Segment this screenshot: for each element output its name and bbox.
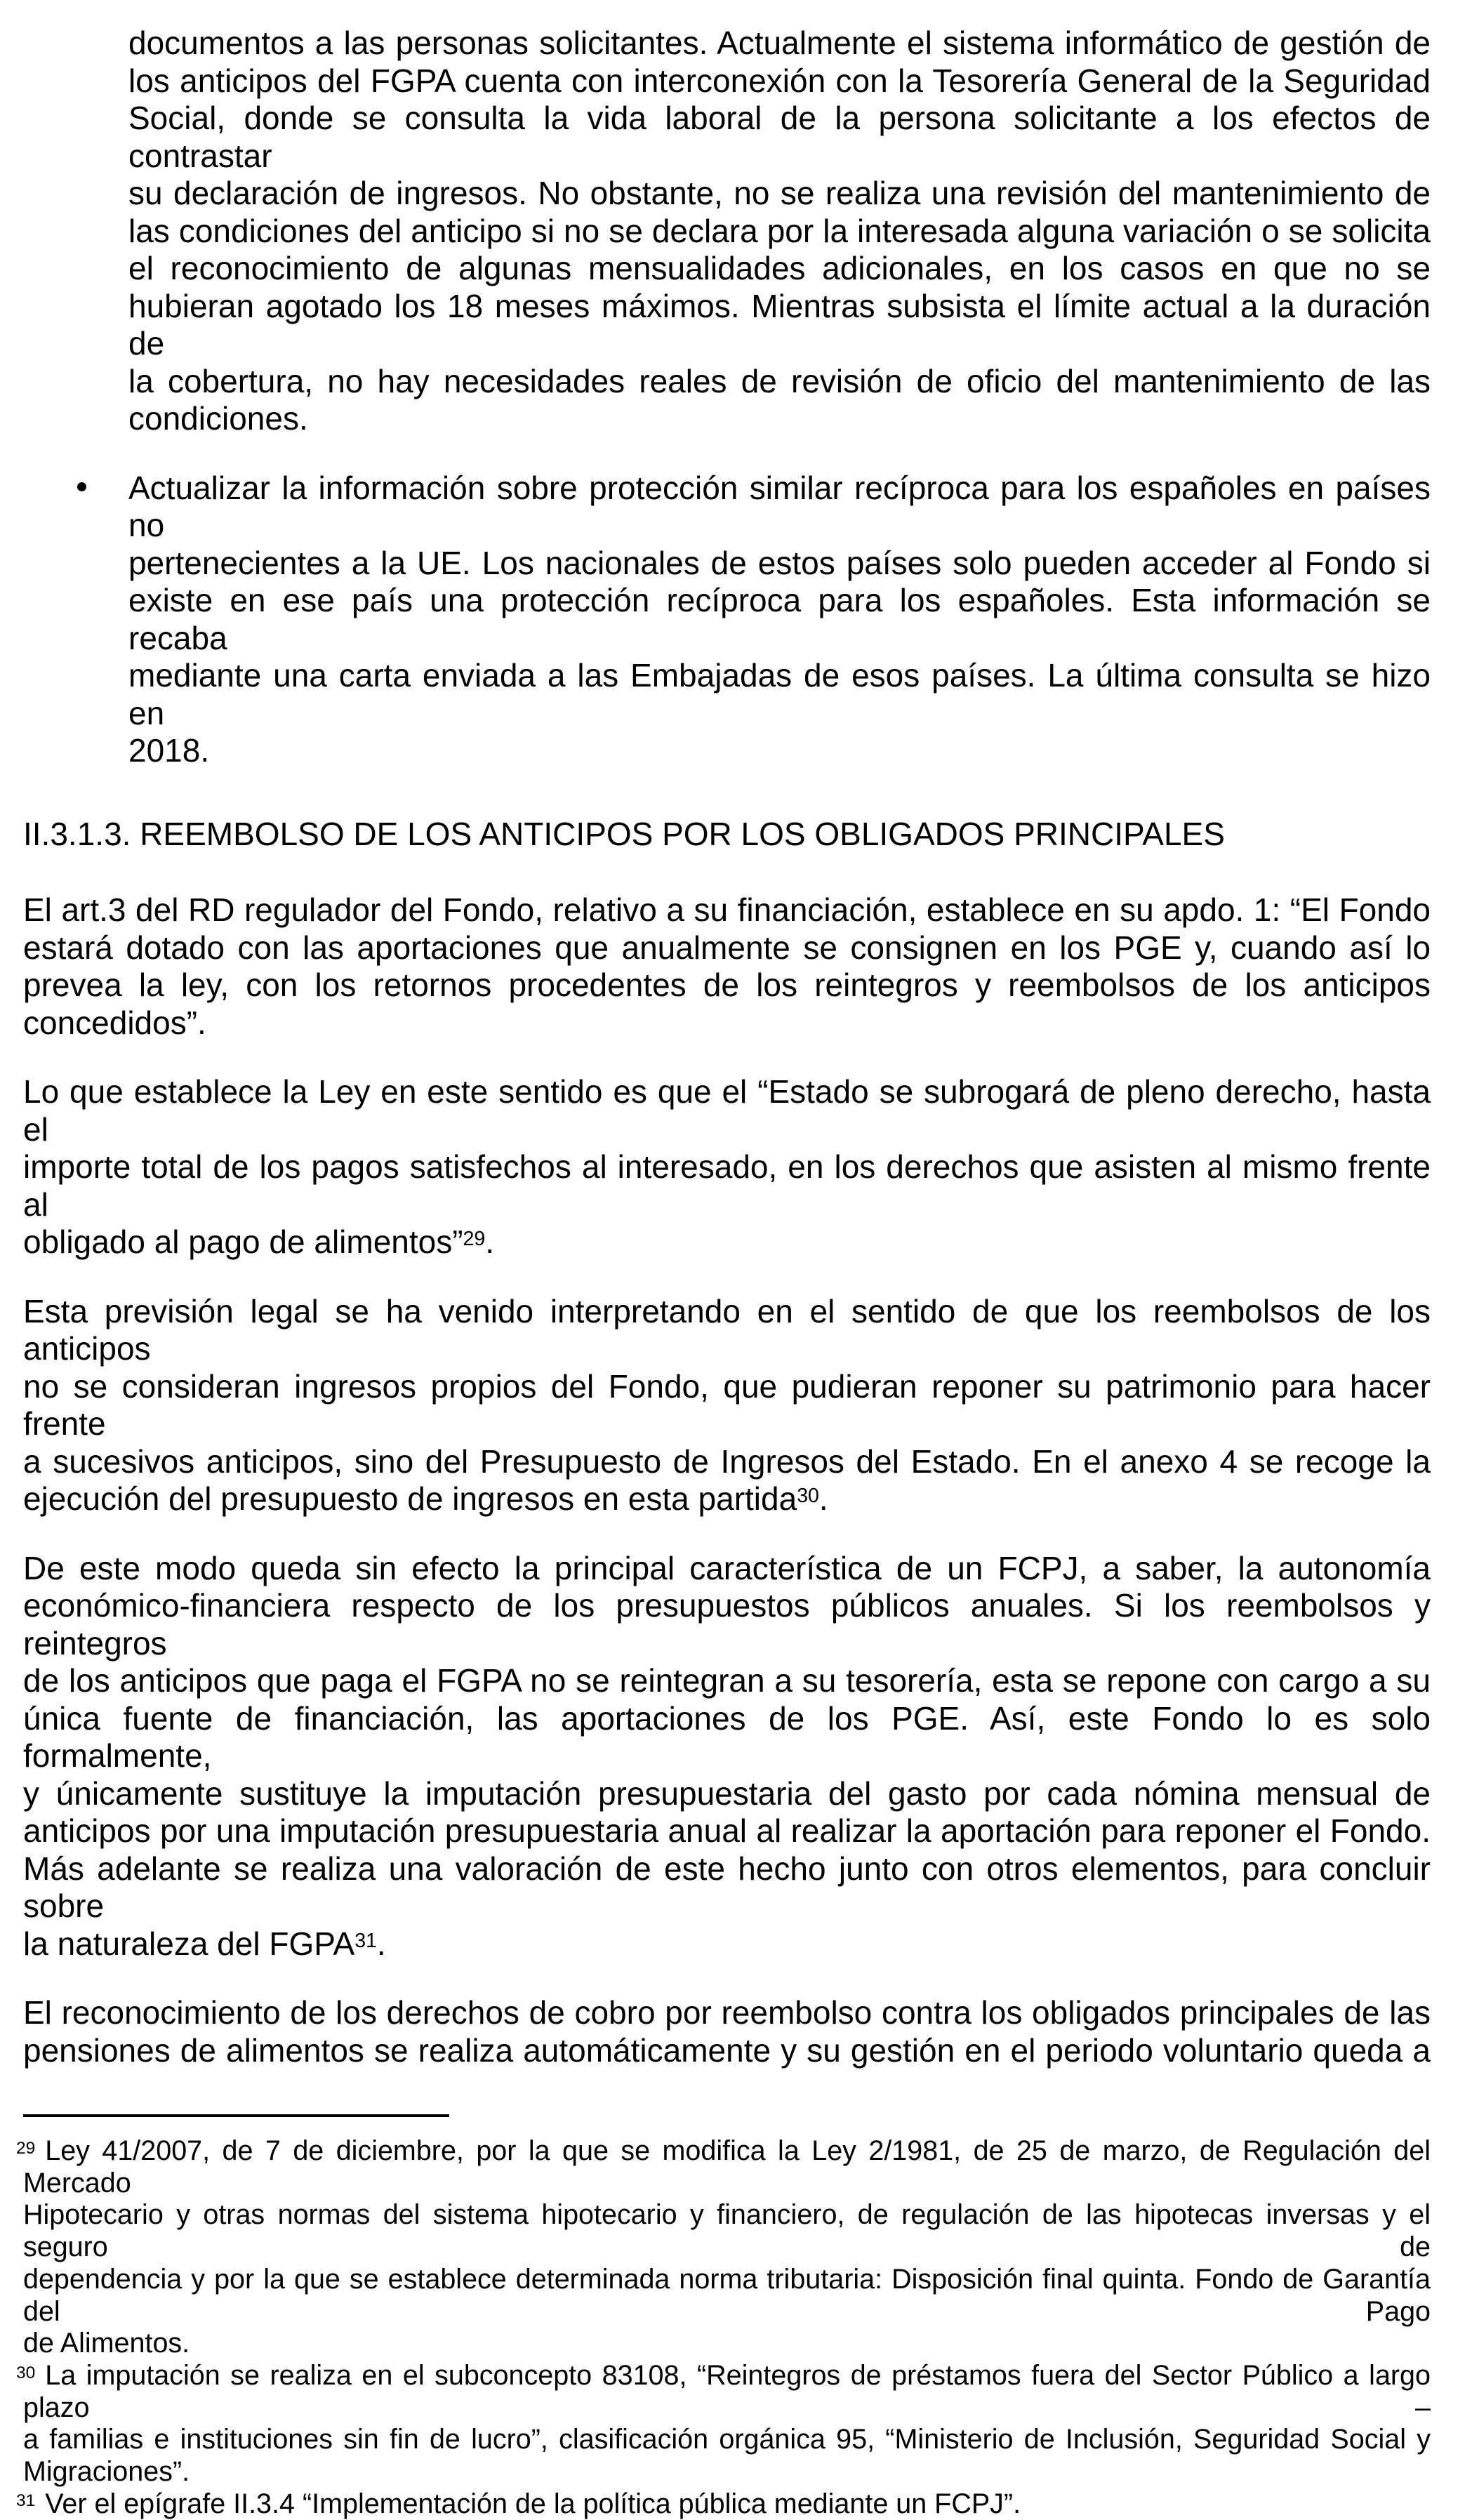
text-line: las condiciones del anticipo si no se declara por la interesada alguna variación o se solicita [128,212,1431,249]
bullet-item [23,470,1431,770]
text-line: documentos a las personas solicitantes. Actualmente el sistema informático de gestión de [128,25,1431,61]
text-line: 2018. [128,732,210,769]
footnote-line: $^{29}$ Ley 41/2007, de 7 de diciembre, por la que se modifica la Ley 2/1981, de 25 de marzo, de Regulación del Mercado [16,2135,1431,2199]
paragraph [23,1994,1431,2069]
footnote-line: dependencia y por la que se establece determinada norma tributaria: Disposición final quinta. Fondo de Garantía del Pago [23,2263,1431,2327]
text-line: existe en ese país una protección recíproca para los españoles. Esta información se recaba [128,582,1431,656]
page-content [16,0,1431,2520]
footnote-line: Hipotecario y otras normas del sistema hipotecario y financiero, de regulación de las hipotecas inversas y el seguro de [23,2199,1431,2263]
text-line: El reconocimiento de los derechos de cobro por reembolso contra los obligados principales de las [23,1994,1431,2031]
text-line: hubieran agotado los 18 meses máximos. Mientras subsista el límite actual a la duración de [128,287,1431,362]
body-paragraphs [23,891,1431,2069]
text-line: la cobertura, no hay necesidades reales de revisión de oficio del mantenimiento de las [128,362,1431,399]
text-line: de los anticipos que paga el FGPA no se reintegran a su tesorería, esta se repone con cargo a su [23,1662,1431,1699]
text-line: única fuente de financiación, las aportaciones de los PGE. Así, este Fondo lo es solo formalmente, [23,1699,1431,1774]
text-line: Lo que establece la Ley en este sentido es que el “Estado se subrogará de pleno derecho, hasta el [23,1073,1431,1148]
text-line: De este modo queda sin efecto la principal característica de un FCPJ, a saber, la autonomía [23,1549,1431,1586]
footnote [16,2359,1431,2488]
text-line: pertenecientes a la UE. Los nacionales de estos países solo pueden acceder al Fondo si [128,544,1431,581]
text-line: Más adelante se realiza una valoración de este hecho junto con otros elementos, para concluir sobre [23,1850,1431,1924]
text-line: la naturaleza del FGPA$^{31}$. [23,1925,386,1962]
continuation-paragraph [23,25,1431,438]
footnote-number: 30 [16,2363,36,2382]
footnote-ref: 29 [463,1228,486,1251]
text-line: Actualizar la información sobre protección similar recíproca para los españoles en países no [128,469,1431,543]
paragraph [23,1073,1431,1261]
section-heading: II.3.1.3. REEMBOLSO DE LOS ANTICIPOS POR LOS OBLIGADOS PRINCIPALES [23,815,1225,852]
text-line: no se consideran ingresos propios del Fondo, que pudieran reponer su patrimonio para hacer frente [23,1367,1431,1442]
footnote [16,2488,1431,2520]
paragraph [23,1293,1431,1518]
footnote-line: $^{30}$ La imputación se realiza en el subconcepto 83108, “Reintegros de préstamos fuera del Sector Público a largo plazo – [16,2359,1431,2423]
footnote-separator [23,2114,449,2117]
text-line: su declaración de ingresos. No obstante, no se realiza una revisión del mantenimiento de [128,175,1431,211]
text-line: anticipos por una imputación presupuestaria anual al realizar la aportación para reponer el Fondo. [23,1812,1431,1849]
footnote-line: a familias e instituciones sin fin de lucro”, clasificación orgánica 95, “Ministerio de Inclusión, Seguridad Social y [23,2424,1431,2455]
footnote-line: de Alimentos. [23,2328,190,2359]
text-line: el reconocimiento de algunas mensualidades adicionales, en los casos en que no se [128,250,1431,286]
text-line: los anticipos del FGPA cuenta con interconexión con la Tesorería General de la Seguridad [128,62,1431,99]
text-line: económico-financiera respecto de los presupuestos públicos anuales. Si los reembolsos y reintegros [23,1587,1431,1662]
text-line: El art.3 del RD regulador del Fondo, relativo a su financiación, establece en su apdo. 1: “El Fondo [23,891,1431,928]
text-line: mediante una carta enviada a las Embajadas de esos países. La última consulta se hizo en [128,657,1431,731]
text-line: concedidos”. [23,1004,206,1041]
footnote-line: $^{31}$ Ver el epígrafe II.3.4 “Implementación de la política pública mediante un FCPJ”. [16,2488,1021,2519]
text-line: ejecución del presupuesto de ingresos en esta partida$^{30}$. [23,1480,828,1517]
bullet-icon [77,482,86,491]
bullet-item-text [23,470,1431,770]
text-line: prevea la ley, con los retornos procedentes de los reintegros y reembolsos de los anticipos [23,967,1431,1003]
text-line: a sucesivos anticipos, sino del Presupuesto de Ingresos del Estado. En el anexo 4 se recoge la [23,1443,1431,1480]
text-line: pensiones de alimentos se realiza automáticamente y su gestión en el periodo voluntario queda a [23,2031,1431,2069]
paragraph [23,891,1431,1042]
footnote-number: 29 [16,2138,36,2158]
text-line: Esta previsión legal se ha venido interpretando en el sentido de que los reembolsos de los anticipos [23,1292,1431,1367]
text-line: y únicamente sustituye la imputación presupuestaria del gasto por cada nómina mensual de [23,1775,1431,1812]
footnote-line: Migraciones”. [23,2456,190,2488]
footnote-ref: 30 [797,1485,819,1508]
text-line: obligado al pago de alimentos”$^{29}$. [23,1223,495,1260]
text-line: importe total de los pagos satisfechos al interesado, en los derechos que asisten al mismo frente al [23,1148,1431,1223]
footnote-number: 31 [16,2491,36,2511]
footnotes [16,2135,1431,2520]
footnote [16,2135,1431,2360]
footnote-ref: 31 [354,1929,377,1952]
text-line: condiciones. [128,400,308,437]
text-line: Social, donde se consulta la vida laboral de la persona solicitante a los efectos de contrastar [128,100,1431,174]
text-line: estará dotado con las aportaciones que anualmente se consignen en los PGE y, cuando así lo [23,929,1431,966]
paragraph [23,1550,1431,1963]
